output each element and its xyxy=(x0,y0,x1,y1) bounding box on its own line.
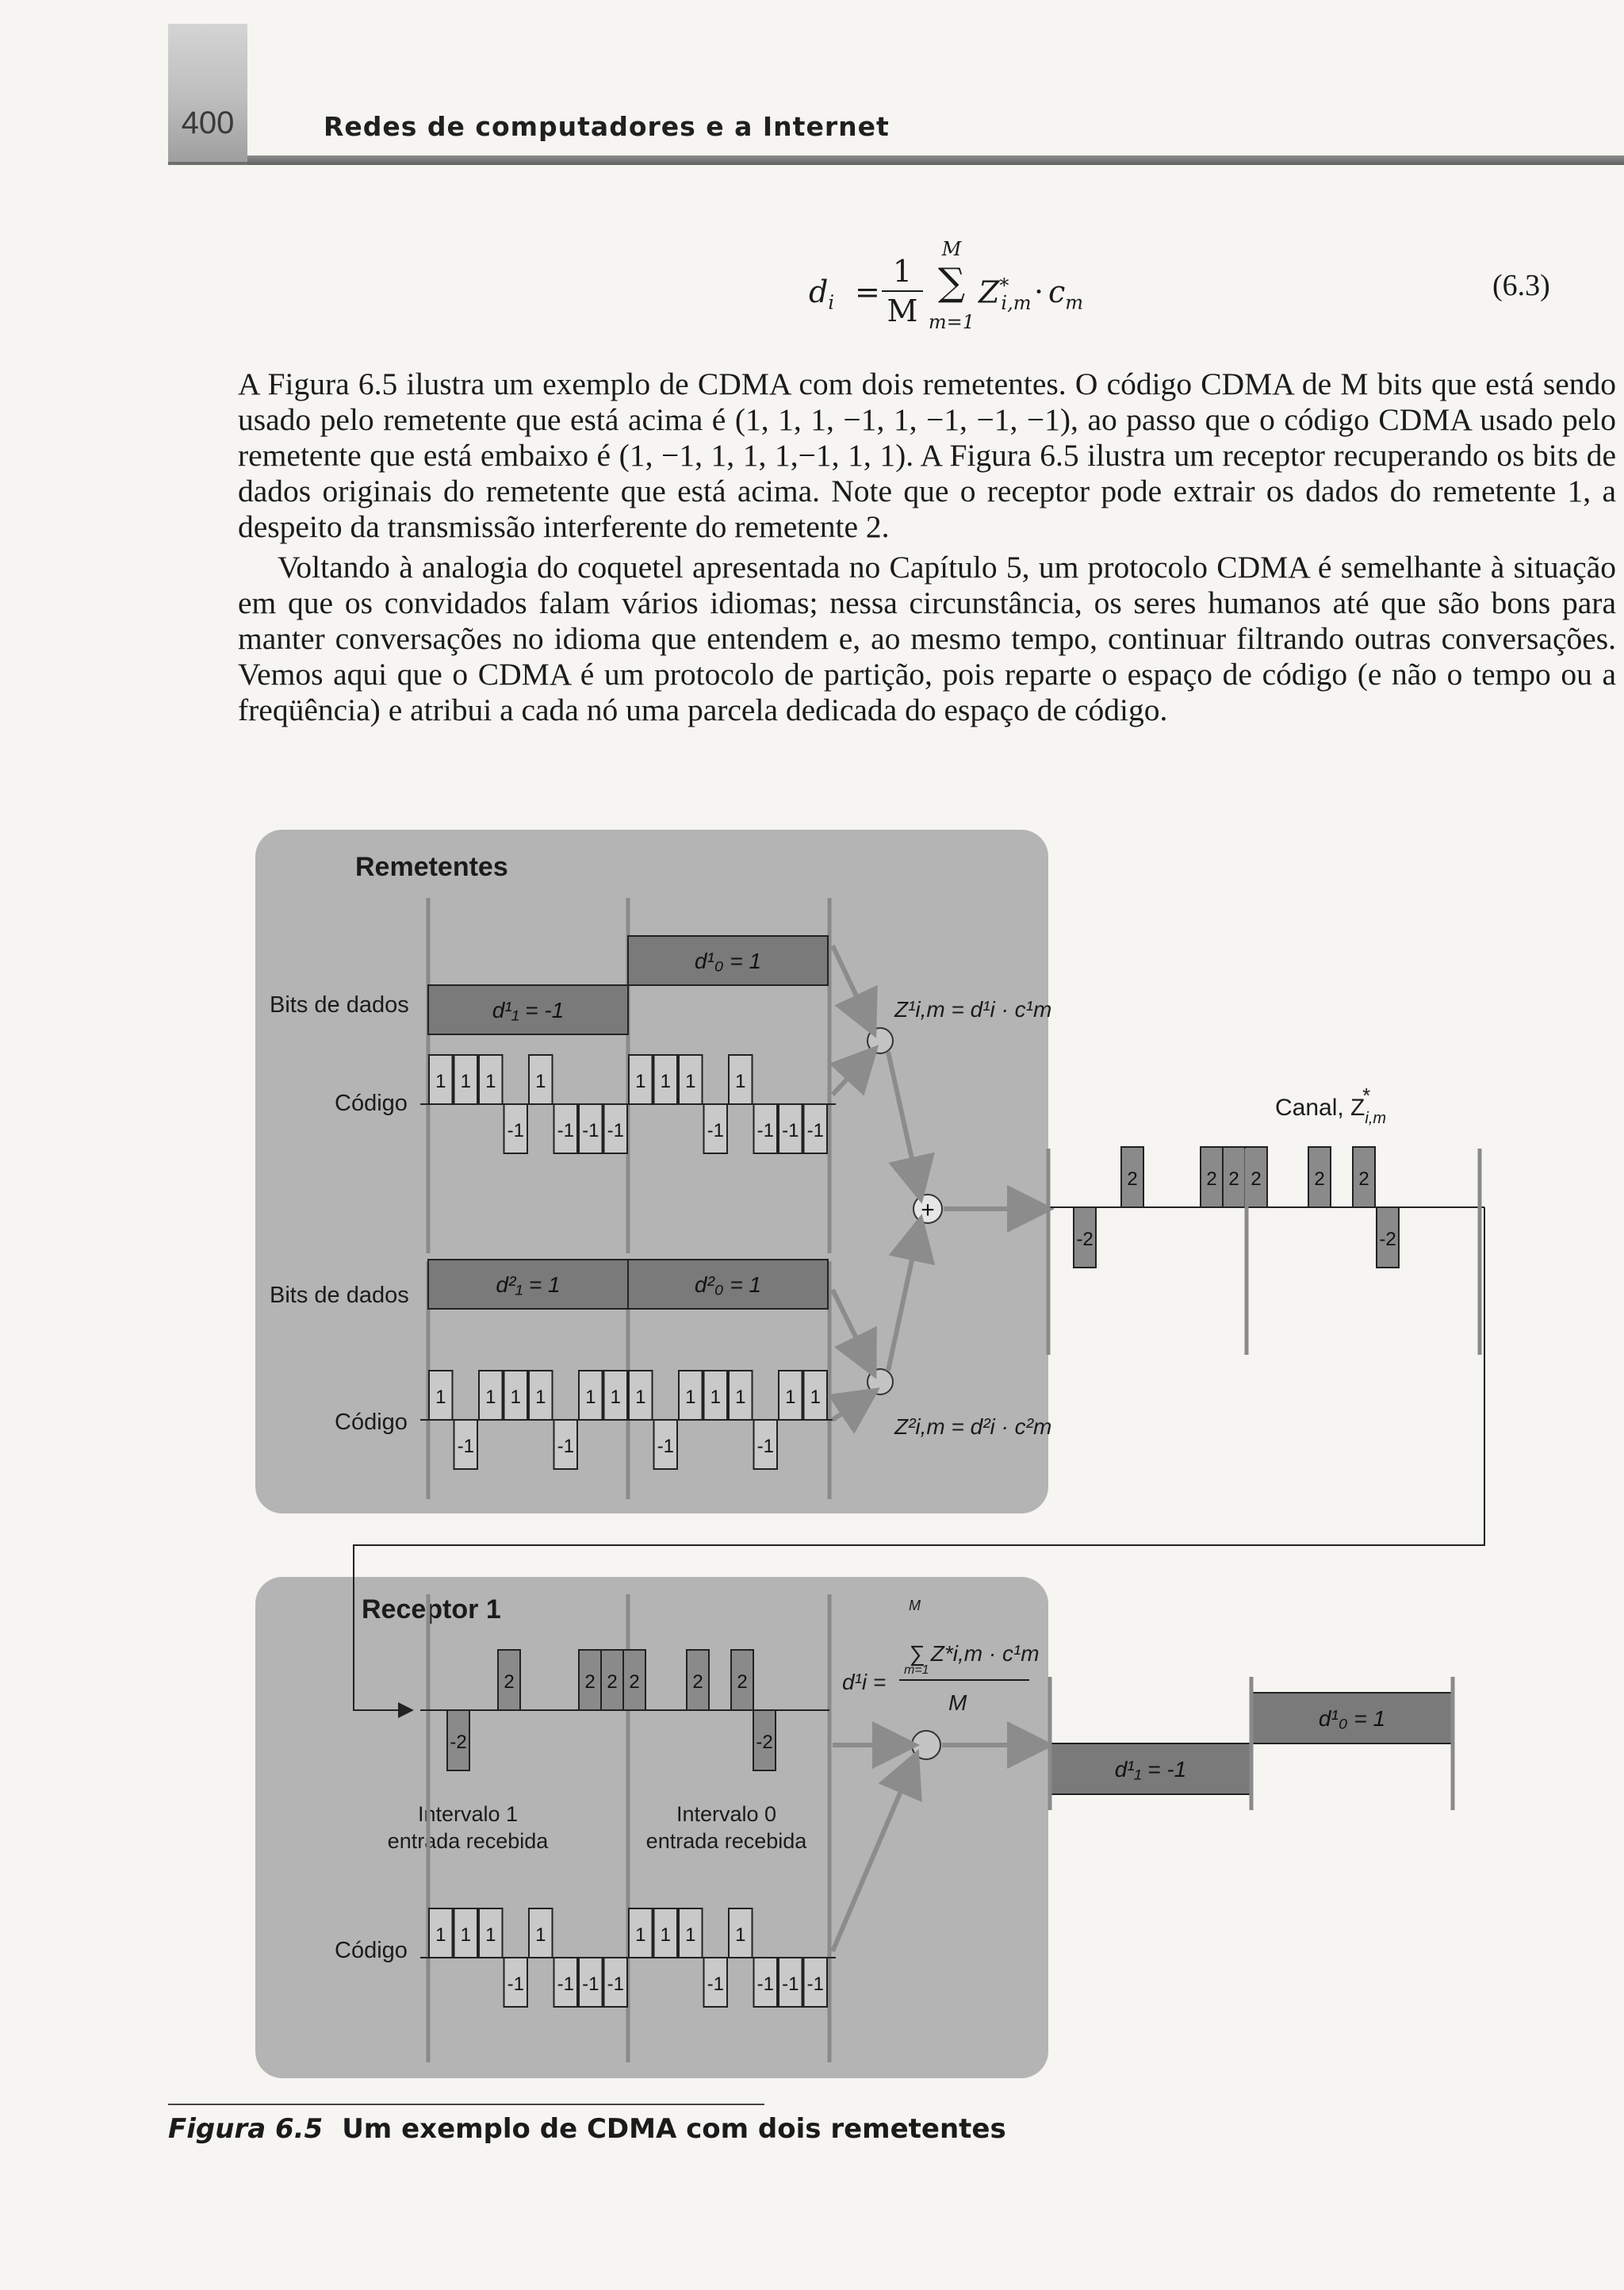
code-rx-chip-label: 1 xyxy=(435,1924,446,1946)
sender2-bit-label-1: d²₀ = 1 xyxy=(694,1272,762,1297)
data-bits-label-1: Bits de dados xyxy=(270,992,409,1018)
code2-chip-label: 1 xyxy=(585,1387,596,1408)
received-chip-label: 2 xyxy=(504,1671,515,1693)
eq-sigma: ∑ xyxy=(937,260,966,305)
equation-number: (6.3) xyxy=(1492,269,1550,302)
code2-chip-label: 1 xyxy=(810,1387,821,1408)
svg-text:m=1: m=1 xyxy=(904,1663,929,1677)
eq-c: $c_m$ xyxy=(1048,274,1084,314)
eq-lhs: $d_i$ xyxy=(809,274,835,314)
code-rx-chip-label: -1 xyxy=(607,1974,624,1995)
code1-chip-label: -1 xyxy=(756,1120,774,1141)
code1-chip-label: -1 xyxy=(707,1120,724,1141)
code2-chip-label: -1 xyxy=(657,1436,674,1457)
code-rx-chip-label: -1 xyxy=(806,1974,824,1995)
page-number: 400 xyxy=(181,105,235,140)
code-rx-chip-label: 1 xyxy=(660,1924,671,1946)
output-bit-1-label: d¹₁ = -1 xyxy=(1114,1757,1187,1782)
channel-chip-label: 2 xyxy=(1314,1168,1325,1190)
eq-frac-num: 1 xyxy=(892,254,913,289)
code-label-1: Código xyxy=(335,1091,408,1116)
svg-text:d¹i =: d¹i = xyxy=(842,1670,887,1694)
received-chip-label: -2 xyxy=(450,1732,467,1753)
output-bit-0-label: d¹₀ = 1 xyxy=(1318,1706,1386,1731)
code1-chip-label: -1 xyxy=(507,1120,524,1141)
channel-label: Canal, $Z_{i,m}*$ xyxy=(1275,1084,1387,1127)
code-label-rx: Código xyxy=(335,1938,408,1963)
received-chip-label: -2 xyxy=(756,1732,773,1753)
code-rx-chip-label: 1 xyxy=(735,1924,746,1946)
code2-chip-label: 1 xyxy=(435,1387,446,1408)
channel-chip-label: 2 xyxy=(1251,1168,1262,1190)
channel-chip-label: 2 xyxy=(1127,1168,1138,1190)
code1-chip-label: 1 xyxy=(635,1071,646,1092)
code2-chip-label: 1 xyxy=(785,1387,796,1408)
code2-chip-label: 1 xyxy=(510,1387,521,1408)
code1-chip-label: -1 xyxy=(782,1120,799,1141)
eq-term: $Z^*_{i,m}$ xyxy=(979,274,1032,315)
code-rx-chip-label: 1 xyxy=(635,1924,646,1946)
channel-chip-label: -2 xyxy=(1076,1229,1094,1250)
code-rx-chip-label: -1 xyxy=(707,1974,724,1995)
svg-text:M: M xyxy=(948,1690,967,1715)
code2-chip-label: 1 xyxy=(685,1387,696,1408)
interval0-line1: Intervalo 0 xyxy=(676,1802,777,1826)
receiver-title: Receptor 1 xyxy=(362,1594,501,1624)
code1-chip-label: -1 xyxy=(806,1120,824,1141)
code-rx-chip-label: -1 xyxy=(507,1974,524,1995)
interval1-line1: Intervalo 1 xyxy=(417,1802,519,1826)
code2-chip-label: 1 xyxy=(535,1387,546,1408)
code-rx-chip-label: 1 xyxy=(535,1924,546,1946)
interval0-line2: entrada recebida xyxy=(645,1829,807,1853)
multiplier-rx xyxy=(912,1731,940,1759)
svg-text:∑ Z*i,m · c¹m: ∑ Z*i,m · c¹m xyxy=(909,1641,1040,1666)
code1-chip-label: -1 xyxy=(607,1120,624,1141)
code1-chip-label: 1 xyxy=(660,1071,671,1092)
svg-text:M: M xyxy=(909,1598,921,1613)
code-rx-chip-label: -1 xyxy=(756,1974,774,1995)
running-title: Redes de computadores e a Internet xyxy=(324,111,890,142)
code-label-2: Código xyxy=(335,1410,408,1435)
code2-chip-label: 1 xyxy=(610,1387,621,1408)
code1-chip-label: 1 xyxy=(460,1071,471,1092)
paragraph-2: Voltando à analogia do coquetel apresentada no Capítulo 5, um protocolo CDMA é semelhante à situação em que os convidados falam vários idiomas; nessa circunstância, os seres humanos até que são bons para manter conversações no idioma que entendem e, ao mesmo tempo, continuar filtrando outras conversações. Vemos aqui que o CDMA é um protocolo de partição, pois reparte o espaço de código (e não o tempo ou a freqüência) e atribui a cada nó uma parcela dedicada do espaço de código. xyxy=(238,550,1616,727)
channel-chip-label: -2 xyxy=(1379,1229,1396,1250)
code1-chip-label: 1 xyxy=(435,1071,446,1092)
code2-chip-label: 1 xyxy=(735,1387,746,1408)
channel-chip-label: 2 xyxy=(1206,1168,1217,1190)
equation-6-3: $d_i$ = 1 M M ∑ m=1 $Z^*_{i,m}$ · $c_m$ xyxy=(809,238,1084,333)
code1-chip-label: 1 xyxy=(485,1071,496,1092)
sender1-bit-label-0: d¹₁ = -1 xyxy=(492,998,565,1022)
formula-sender1: Z¹i,m = d¹i · c¹m xyxy=(894,997,1052,1022)
code2-chip-label: -1 xyxy=(756,1436,774,1457)
code-rx-chip-label: -1 xyxy=(582,1974,599,1995)
eq-sum-top: M xyxy=(941,238,962,260)
code-rx-chip-label: 1 xyxy=(460,1924,471,1946)
multiplier-2 xyxy=(868,1369,893,1394)
caption-rule xyxy=(168,2104,764,2105)
received-chip-label: 2 xyxy=(629,1671,640,1693)
adder-plus: + xyxy=(921,1197,935,1223)
senders-title: Remetentes xyxy=(355,852,508,882)
code1-chip-label: 1 xyxy=(685,1071,696,1092)
code2-chip-label: 1 xyxy=(485,1387,496,1408)
data-bits-label-2: Bits de dados xyxy=(270,1283,409,1308)
code2-chip-label: 1 xyxy=(710,1387,721,1408)
caption-text: Um exemplo de CDMA com dois remetentes xyxy=(342,2113,1006,2145)
interval1-line2: entrada recebida xyxy=(387,1829,549,1853)
sender2-bit-label-0: d²₁ = 1 xyxy=(496,1272,561,1297)
received-chip-label: 2 xyxy=(737,1671,748,1693)
code-rx-chip-label: 1 xyxy=(685,1924,696,1946)
code-rx-chip-label: -1 xyxy=(782,1974,799,1995)
code2-chip-label: 1 xyxy=(635,1387,646,1408)
eq-sum-bottom: m=1 xyxy=(928,311,975,333)
multiplier-1 xyxy=(868,1028,893,1053)
received-chip-label: 2 xyxy=(692,1671,703,1693)
figure-caption xyxy=(168,2113,1006,2145)
code1-chip-label: -1 xyxy=(557,1120,574,1141)
code2-chip-label: -1 xyxy=(557,1436,574,1457)
received-chip-label: 2 xyxy=(607,1671,618,1693)
code-rx-chip-label: 1 xyxy=(485,1924,496,1946)
received-chip-label: 2 xyxy=(584,1671,596,1693)
sender1-bit-label-1: d¹₀ = 1 xyxy=(694,949,762,973)
code1-chip-label: -1 xyxy=(582,1120,599,1141)
caption-label: Figura 6.5 xyxy=(168,2113,324,2145)
paragraph-1: A Figura 6.5 ilustra um exemplo de CDMA com dois remetentes. O código CDMA de M bits que está sendo usado pelo remetente que está acima é (1, 1, 1, −1, 1, −1, −1, −1), ao passo que o código CDMA usado pelo remetente que está embaixo é (1, −1, 1, 1, 1,−1, 1, 1). A Figura 6.5 ilustra um receptor recuperando os bits de dados originais do remetente que está acima. Note que o receptor pode extrair os dados do remetente 1, a despeito da transmissão interferente do remetente 2. xyxy=(238,366,1616,544)
eq-frac-den: M xyxy=(887,293,918,328)
code1-chip-label: 1 xyxy=(735,1071,746,1092)
code1-chip-label: 1 xyxy=(535,1071,546,1092)
formula-sender2: Z²i,m = d²i · c²m xyxy=(894,1414,1052,1439)
code2-chip-label: -1 xyxy=(457,1436,474,1457)
channel-chip-label: 2 xyxy=(1358,1168,1369,1190)
channel-chip-label: 2 xyxy=(1228,1168,1239,1190)
code-rx-chip-label: -1 xyxy=(557,1974,574,1995)
